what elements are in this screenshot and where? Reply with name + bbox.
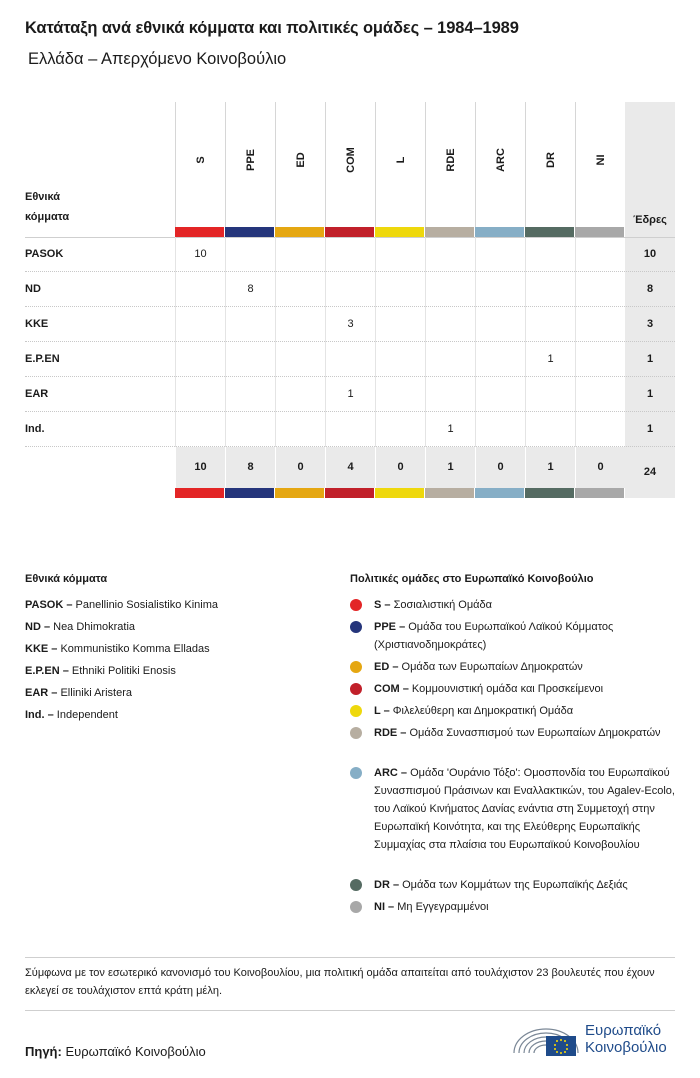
group-fullname: Κομμουνιστική ομάδα και Προσκείμενοι: [411, 683, 604, 695]
group-legend-text: [374, 898, 680, 916]
group-total: 0: [375, 447, 425, 488]
source-label: Πηγή:: [25, 1044, 62, 1059]
group-legend-item: [350, 680, 680, 698]
seat-cell: [475, 342, 525, 377]
group-abbr: RDE –: [374, 727, 407, 739]
group-code: ARC: [494, 148, 507, 172]
table-row: [25, 342, 675, 377]
seat-cell: [275, 307, 325, 342]
group-color-swatch: [425, 488, 475, 498]
party-fullname: Elliniki Aristera: [60, 687, 132, 699]
row-total: 1: [646, 353, 654, 365]
group-header-dr: [525, 102, 575, 228]
group-fullname: Μη Εγγεγραμμένοι: [397, 901, 489, 913]
seat-cell: [375, 237, 425, 272]
seat-cell: [175, 272, 225, 307]
table-row: [25, 237, 675, 272]
group-legend-text: [374, 658, 680, 676]
row-total: 8: [646, 283, 654, 295]
group-total: 1: [425, 447, 475, 488]
group-color-dot: [350, 901, 362, 913]
group-legend-text: [374, 702, 680, 720]
group-total: 0: [475, 447, 525, 488]
group-header-ed: [275, 102, 325, 228]
seat-cell: [475, 237, 525, 272]
seat-cell: [375, 272, 425, 307]
group-code: COM: [344, 147, 357, 173]
group-code: DR: [544, 152, 557, 168]
party-fullname: Independent: [56, 709, 118, 721]
group-color-dot: [350, 621, 362, 633]
group-header-ni: [575, 102, 625, 228]
party-fullname: Panellinio Sosialistiko Kinima: [75, 599, 219, 611]
group-color-swatch: [175, 488, 225, 498]
seat-cell: [275, 377, 325, 412]
party-abbr: E.P.EN –: [25, 665, 69, 677]
national-legend-item: [25, 640, 210, 658]
seat-cell: [275, 237, 325, 272]
national-legend-title: Εθνικά κόμματα: [25, 573, 108, 585]
page-subtitle: Ελλάδα – Απερχόμενο Κοινοβούλιο: [28, 50, 287, 68]
seat-cell: [325, 412, 375, 447]
group-abbr: PPE –: [374, 621, 406, 633]
seat-cell: [525, 307, 575, 342]
seat-cell: [525, 412, 575, 447]
group-color-swatch: [575, 488, 625, 498]
group-legend-item: [350, 724, 680, 742]
seat-cell: [425, 237, 475, 272]
group-fullname: Ομάδα των Κομμάτων της Ευρωπαϊκής Δεξιάς: [402, 879, 628, 891]
seat-cell: [525, 377, 575, 412]
group-total: 8: [225, 447, 275, 488]
seat-cell: [425, 342, 475, 377]
group-legend-item: [350, 618, 680, 654]
group-total: 0: [575, 447, 625, 488]
group-total: 1: [525, 447, 575, 488]
group-legend-text: [374, 680, 680, 698]
seat-cell: [475, 412, 525, 447]
party-abbr: Ind. –: [25, 709, 54, 721]
group-header-l: [375, 102, 425, 228]
seat-cell: 1: [325, 377, 375, 412]
seat-cell: [225, 237, 275, 272]
party-name: EAR: [25, 388, 49, 400]
table-row: [25, 412, 675, 447]
group-fullname: Ομάδα των Ευρωπαίων Δημοκρατών: [401, 661, 583, 673]
national-legend-item: [25, 618, 135, 636]
footnote: Σύμφωνα με τον εσωτερικό κανονισμό του Κοινοβουλίου, μια πολιτική ομάδα απαιτείται από τουλάχιστον 23 βουλευτές που έχουν εκλεγεί σε τουλάχιστον επτά κράτη μέλη.: [25, 967, 655, 997]
group-color-swatch: [225, 227, 275, 237]
seat-cell: 10: [175, 237, 225, 272]
row-total: 10: [643, 248, 657, 260]
footnote-divider-bottom: [25, 1010, 675, 1011]
seat-cell: [275, 342, 325, 377]
group-abbr: ED –: [374, 661, 399, 673]
party-name: PASOK: [25, 248, 64, 260]
party-abbr: EAR –: [25, 687, 58, 699]
group-total: 10: [175, 447, 225, 488]
group-color-swatch: [475, 488, 525, 498]
seat-cell: [225, 342, 275, 377]
seat-cell: [575, 272, 625, 307]
party-abbr: PASOK –: [25, 599, 73, 611]
party-name: E.P.EN: [25, 353, 60, 365]
group-color-strip-top: [175, 227, 625, 237]
group-header-ppe: [225, 102, 275, 228]
seat-cell: [575, 377, 625, 412]
seat-cell: [575, 237, 625, 272]
national-legend-item: [25, 662, 176, 680]
seat-cell: [425, 272, 475, 307]
seat-cell: [375, 412, 425, 447]
group-fullname: Ομάδα 'Ουράνιο Τόξο': Ομοσπονδία του Ευρωπαϊκού Συνασπισμού Πράσινων και Εναλλακτικών, του Agalev-Ecolo, του Λαϊκού Κινήματος Δανίας ενάντια στη Συμμετοχή στην Ευρωπαϊκή Κοινότητα, και της Ελεύθερης Ευρωπαϊκής Συμμαχίας στα πλαίσια του Ευρωπαϊκού Κοινοβουλίου: [374, 767, 675, 851]
seat-cell: [475, 307, 525, 342]
group-header-s: [175, 102, 225, 228]
row-total: 1: [646, 423, 654, 435]
group-color-swatch: [175, 227, 225, 237]
group-code: NI: [594, 154, 607, 166]
group-color-dot: [350, 879, 362, 891]
group-total: 4: [325, 447, 375, 488]
group-legend-item: [350, 764, 680, 854]
group-abbr: NI –: [374, 901, 395, 913]
seat-cell: [425, 377, 475, 412]
seat-cell: 8: [225, 272, 275, 307]
seat-cell: [475, 377, 525, 412]
national-parties-header: Εθνικά κόμματα: [25, 191, 70, 223]
seat-cell: [175, 342, 225, 377]
national-legend-item: [25, 684, 132, 702]
seat-cell: 1: [525, 342, 575, 377]
group-abbr: S –: [374, 599, 391, 611]
seat-cell: [425, 307, 475, 342]
seat-cell: [175, 307, 225, 342]
group-code: PPE: [244, 148, 257, 172]
group-color-dot: [350, 683, 362, 695]
group-color-swatch: [275, 488, 325, 498]
group-code: L: [394, 156, 407, 164]
group-legend-text: [374, 876, 680, 894]
group-color-swatch: [425, 227, 475, 237]
row-total: 1: [646, 388, 654, 400]
source-value: Ευρωπαϊκό Κοινοβούλιο: [65, 1044, 206, 1059]
seat-cell: [225, 307, 275, 342]
group-fullname: Ομάδα Συνασπισμού των Ευρωπαίων Δημοκρατών: [409, 727, 661, 739]
logo-text: [585, 1022, 667, 1056]
group-code: RDE: [444, 148, 457, 172]
group-legend-item: [350, 898, 680, 916]
group-legend-text: [374, 724, 680, 742]
grand-total: 24: [643, 466, 657, 478]
group-color-strip-bottom: [175, 488, 625, 498]
logo-line-2: Κοινοβούλιο: [585, 1039, 667, 1056]
group-abbr: ARC –: [374, 767, 408, 779]
seat-cell: 3: [325, 307, 375, 342]
table-row: [25, 307, 675, 342]
group-legend-item: [350, 596, 680, 614]
group-color-dot: [350, 767, 362, 779]
seats-table: [25, 102, 675, 498]
group-color-swatch: [275, 227, 325, 237]
group-header-com: [325, 102, 375, 228]
seats-header: Έδρες: [633, 214, 667, 226]
group-code: ED: [294, 152, 307, 168]
group-fullname: Ομάδα του Ευρωπαϊκού Λαϊκού Κόμματος (Χριστιανοδημοκράτες): [374, 621, 614, 651]
group-color-swatch: [225, 488, 275, 498]
group-color-swatch: [375, 488, 425, 498]
national-legend-item: [25, 596, 218, 614]
party-abbr: KKE –: [25, 643, 58, 655]
group-color-swatch: [525, 227, 575, 237]
footnote-divider-top: [25, 957, 675, 958]
seat-cell: [175, 412, 225, 447]
page-title: Κατάταξη ανά εθνικά κόμματα και πολιτικές ομάδες – 1984–1989: [25, 19, 519, 37]
group-color-dot: [350, 661, 362, 673]
group-legend-item: [350, 876, 680, 894]
group-abbr: DR –: [374, 879, 400, 891]
party-fullname: Nea Dhimokratia: [53, 621, 136, 633]
group-abbr: L –: [374, 705, 390, 717]
group-legend-item: [350, 702, 680, 720]
party-abbr: ND –: [25, 621, 51, 633]
logo-line-1: Ευρωπαϊκό: [585, 1022, 662, 1039]
seat-cell: [225, 377, 275, 412]
seat-cell: [475, 272, 525, 307]
seat-cell: [575, 307, 625, 342]
seat-cell: [525, 237, 575, 272]
national-legend-item: [25, 706, 118, 724]
seat-cell: [325, 237, 375, 272]
party-name: Ind.: [25, 423, 45, 435]
seat-cell: [375, 377, 425, 412]
group-color-dot: [350, 705, 362, 717]
seat-cell: [325, 272, 375, 307]
party-fullname: Kommunistiko Komma Elladas: [60, 643, 210, 655]
seat-cell: [375, 342, 425, 377]
source-line: [25, 1044, 206, 1059]
group-legend-text: [374, 618, 680, 654]
party-fullname: Ethniki Politiki Enosis: [71, 665, 176, 677]
group-color-swatch: [575, 227, 625, 237]
party-name: ND: [25, 283, 41, 295]
group-color-swatch: [325, 488, 375, 498]
group-code: S: [194, 156, 207, 164]
seat-cell: [525, 272, 575, 307]
seat-cell: [325, 342, 375, 377]
group-color-dot: [350, 599, 362, 611]
group-legend-text: [374, 764, 680, 854]
group-total: 0: [275, 447, 325, 488]
table-row: [25, 272, 675, 307]
group-color-swatch: [525, 488, 575, 498]
group-color-swatch: [475, 227, 525, 237]
seat-cell: [275, 272, 325, 307]
group-color-dot: [350, 727, 362, 739]
party-name: KKE: [25, 318, 49, 330]
seat-cell: [175, 377, 225, 412]
group-header-rde: [425, 102, 475, 228]
table-row: [25, 377, 675, 412]
seat-cell: [375, 307, 425, 342]
seat-cell: 1: [425, 412, 475, 447]
seat-cell: [225, 412, 275, 447]
group-fullname: Σοσιαλιστική Ομάδα: [393, 599, 493, 611]
group-legend-item: [350, 658, 680, 676]
group-legend-title: Πολιτικές ομάδες στο Ευρωπαϊκό Κοινοβούλιο: [350, 573, 594, 585]
seat-cell: [575, 342, 625, 377]
seat-cell: [575, 412, 625, 447]
group-color-swatch: [375, 227, 425, 237]
totals-row: [175, 447, 675, 488]
group-abbr: COM –: [374, 683, 409, 695]
group-legend-text: [374, 596, 680, 614]
group-header-arc: [475, 102, 525, 228]
group-fullname: Φιλελεύθερη και Δημοκρατική Ομάδα: [392, 705, 574, 717]
group-color-swatch: [325, 227, 375, 237]
row-total: 3: [646, 318, 654, 330]
seat-cell: [275, 412, 325, 447]
